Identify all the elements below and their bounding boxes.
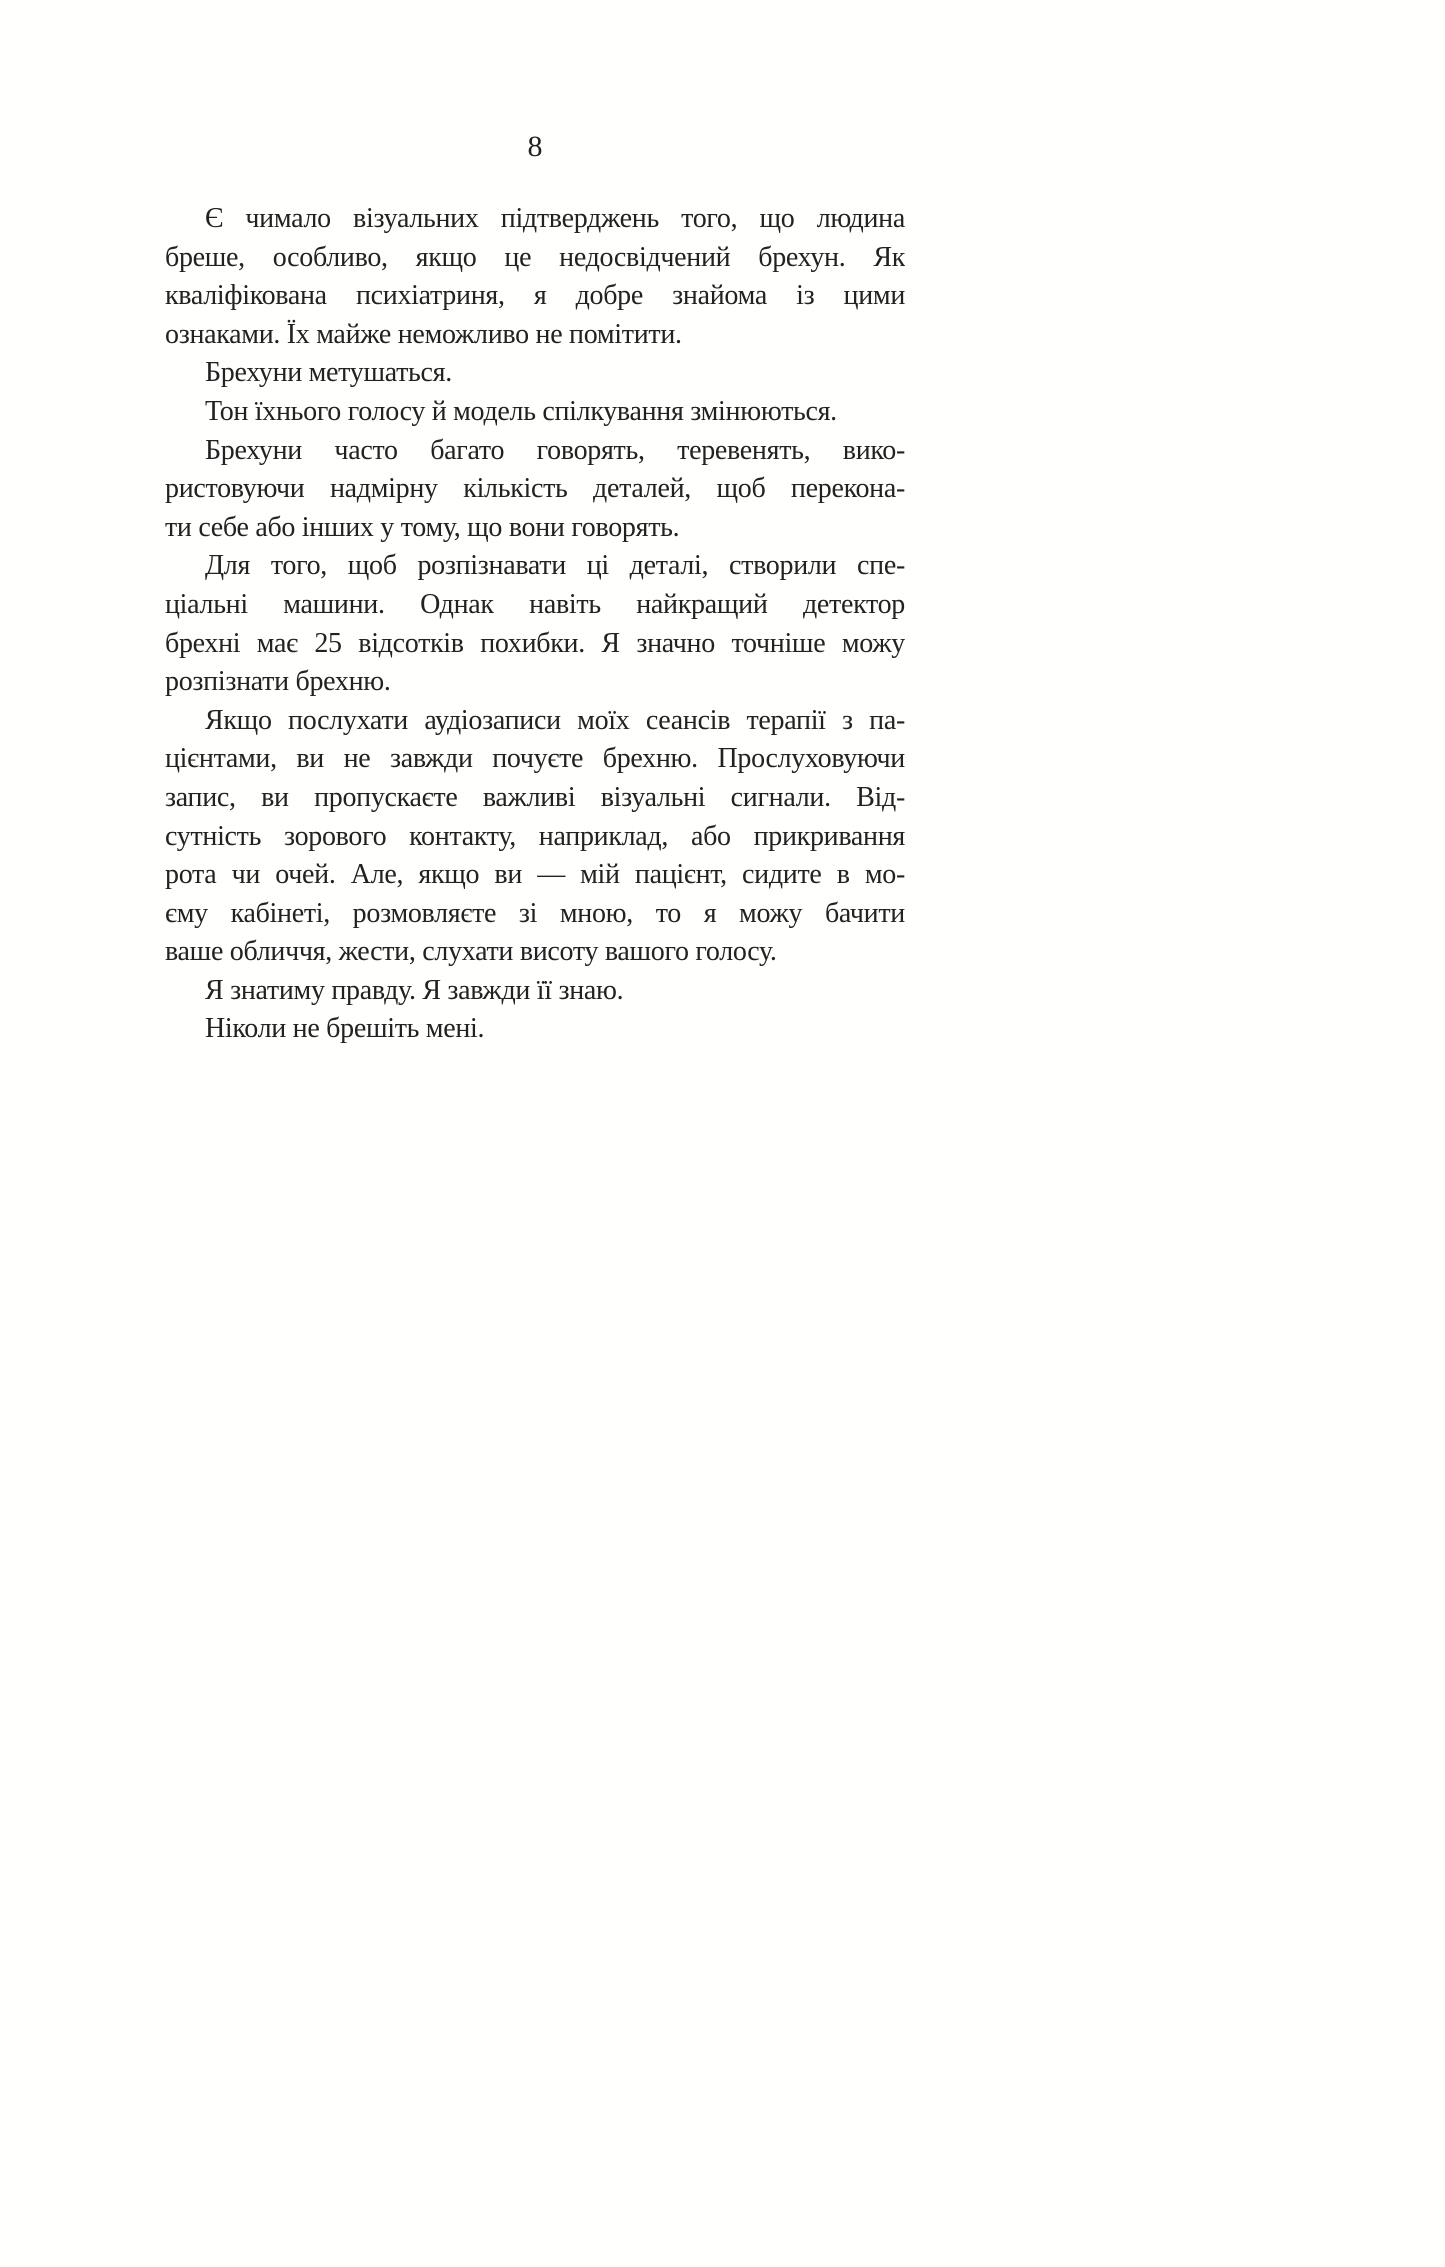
text-line: кваліфікована психіатриня, я добре знайома із цими	[165, 280, 905, 312]
text-line: ваше обличчя, жести, слухати висоту вашого голосу.	[165, 936, 777, 968]
paragraph	[165, 200, 905, 354]
paragraph	[165, 547, 905, 701]
text-line: Є чимало візуальних підтверджень того, що людина	[205, 203, 905, 234]
text-line: ознаками. Їх майже неможливо не помітити.	[165, 318, 682, 350]
text-line: брехні має 25 відсотків похибки. Я значно точніше можу	[165, 627, 905, 659]
text-line: Ніколи не брешіть мені.	[205, 1013, 485, 1045]
text-line: цієнтами, ви не завжди почуєте брехню. Прослуховуючи	[165, 743, 905, 775]
text-line: Брехуни метушаться.	[205, 357, 452, 389]
text-line: бреше, особливо, якщо це недосвідчений брехун. Як	[165, 241, 905, 273]
paragraph	[165, 354, 905, 393]
text-line: рота чи очей. Але, якщо ви — мій пацієнт, сидите в мо-	[165, 859, 905, 891]
text-line: Якщо послухати аудіозаписи моїх сеансів терапії з па-	[205, 704, 905, 736]
paragraph	[165, 702, 905, 972]
paragraph	[165, 972, 905, 1011]
text-line: Тон їхнього голосу й модель спілкування змінюються.	[205, 395, 837, 427]
text-line: сутність зорового контакту, наприклад, або прикривання	[165, 820, 905, 852]
text-line: ти себе або інших у тому, що вони говорять.	[165, 511, 680, 543]
text-line: єму кабінеті, розмовляєте зі мною, то я можу бачити	[165, 897, 905, 929]
text-line: Брехуни часто багато говорять, теревенять, вико-	[205, 434, 905, 466]
text-line: ціальні машини. Однак навіть найкращий детектор	[165, 588, 905, 620]
text-line: ристовуючи надмірну кількість деталей, щоб перекона-	[165, 473, 905, 505]
paragraph	[165, 432, 905, 548]
text-block	[165, 200, 905, 1049]
text-line: Я знатиму правду. Я завжди її знаю.	[205, 974, 624, 1006]
paragraph	[165, 393, 905, 432]
text-line: Для того, щоб розпізнавати ці деталі, створили спе-	[205, 550, 905, 582]
text-line: розпізнати брехню.	[165, 666, 391, 698]
text-line: запис, ви пропускаєте важливі візуальні сигнали. Від-	[165, 781, 905, 813]
paragraph	[165, 1010, 905, 1049]
page-number: 8	[527, 130, 543, 163]
